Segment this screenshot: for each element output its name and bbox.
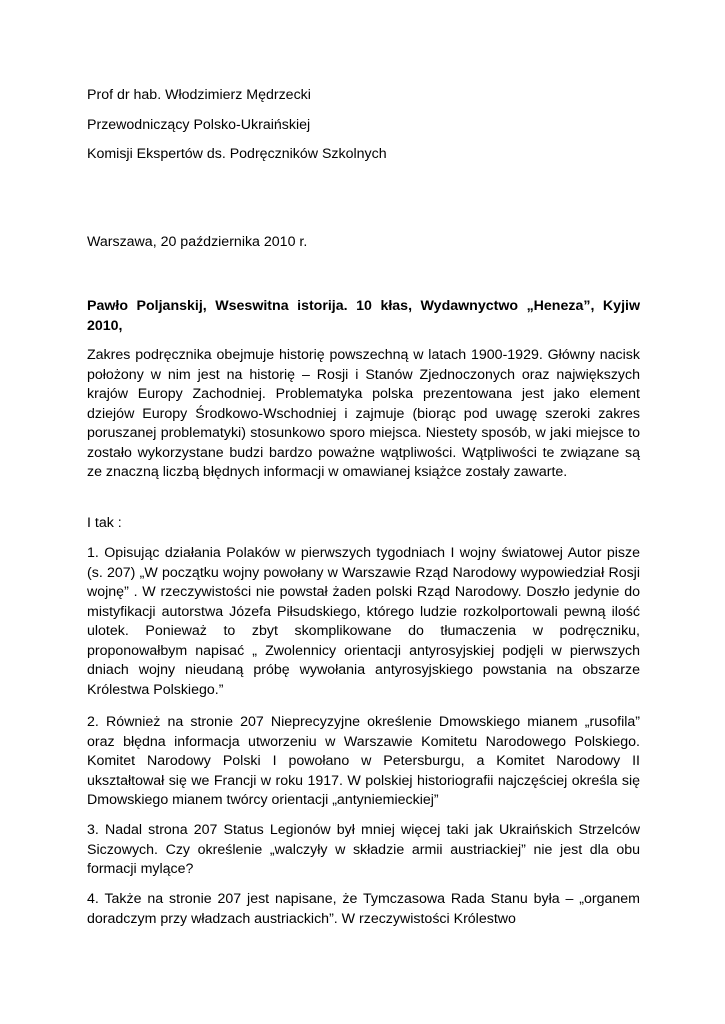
author-committee: Komisji Ekspertów ds. Podręczników Szkolnych [87,146,387,162]
paragraph-intro: Zakres podręcznika obejmuje historię powszechną w latach 1900-1929. Główny nacisk położony w nim jest na historię – Rosji i Stanów Zjednoczonych oraz największych krajów Europy Zachodniej. Problematyka polska prezentowana jest jako element dziejów Europy Środkowo-Wschodniej i zajmuje (biorąc pod uwagę szeroki zakres poruszanej problematyki) stosunkowo sporo miejsca. Niestety sposób, w jaki miejsce to zostało wykorzystane budzi bardzo poważne wątpliwości. Wątpliwości te związane są ze znaczną liczbą błędnych informacji w omawianej książce zostały zawarte. [87,347,640,480]
book-title: Pawło Poljanskij, Wseswitna istorija. 10 kłas, Wydawnyctwo „Heneza”, Kyjiw 2010, [87,298,640,334]
place-date: Warszawa, 20 października 2010 r. [87,234,308,250]
paragraph-3: 3. Nadal strona 207 Status Legionów był mniej więcej taki jak Ukraińskich Strzelców Siczowych. Czy określenie „walczyły w składzie armii austriackiej” nie jest dla obu formacji mylące? [87,822,640,877]
paragraph-1: 1. Opisując działania Polaków w pierwszych tygodniach I wojny światowej Autor pisze (s. 207) „W początku wojny powołany w Warszawie Rząd Narodowy wypowiedział Rosji wojnę” . W rzeczywistości nie powstał żaden polski Rząd Narodowy. Doszło jedynie do mistyfikacji autorstwa Józefa Piłsudskiego, którego ludzie rozkolportowali pewną ilość ulotek. Ponieważ to zbyt skomplikowane do tłumaczenia w podręczniku, proponowałbym napisać „ Zwolennicy orientacji antyrosyjskiej podjęli w pierwszych dniach wojny nieudaną próbę wywołania antyrosyjskiego powstania na obszarze Królestwa Polskiego.” [87,545,640,698]
author-name: Prof dr hab. Włodzimierz Mędrzecki [87,87,311,103]
paragraph-2: 2. Również na stronie 207 Nieprecyzyjne określenie Dmowskiego mianem „rusofila” oraz błędna informacja utworzeniu w Warszawie Komitetu Narodowego Polskiego. Komitet Narodowy Polski I powołano w Petersburgu, a Komitet Narodowy II ukształtował się we Francji w roku 1917. W polskiej historiografii najczęściej określa się Dmowskiego mianem twórcy orientacji „antyniemieckiej” [87,714,640,808]
author-role: Przewodniczący Polsko-Ukraińskiej [87,117,311,133]
paragraph-itak: I tak : [87,515,122,531]
paragraph-4: 4. Także na stronie 207 jest napisane, że Tymczasowa Rada Stanu była – „organem doradczym przy władzach austriackich”. W rzeczywistości Królestwo [87,891,640,927]
